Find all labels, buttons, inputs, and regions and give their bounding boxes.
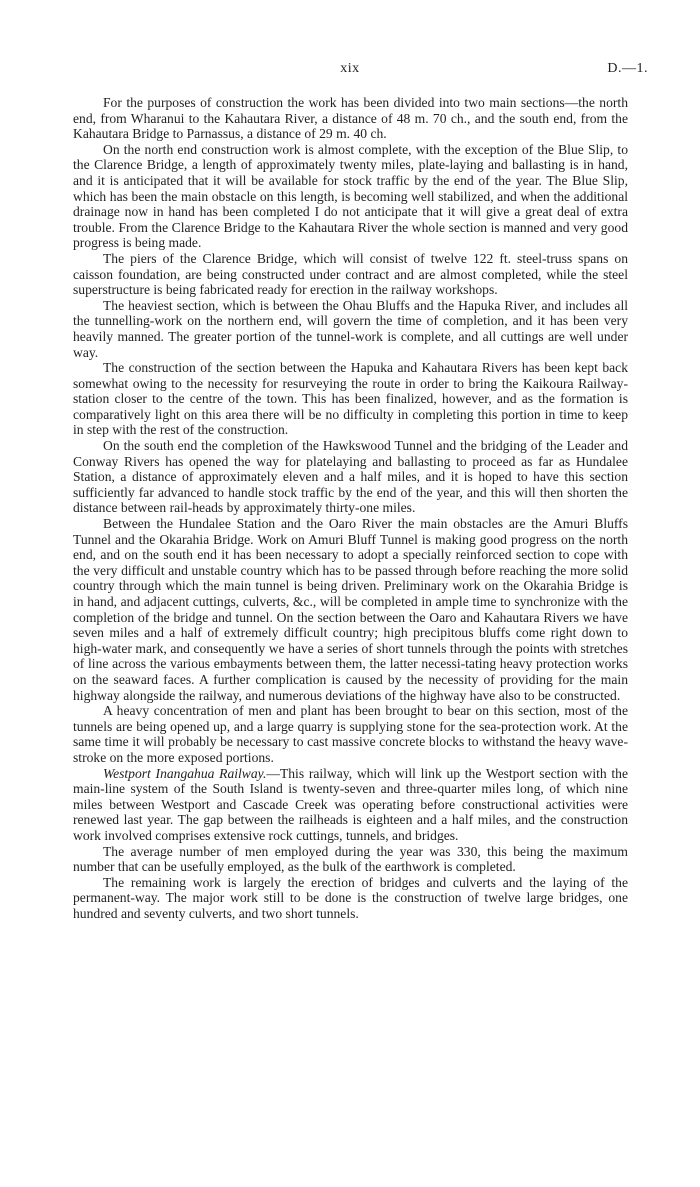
section-heading-westport: Westport Inangahua Railway. xyxy=(103,765,267,781)
paragraph-concentration: A heavy concentration of men and plant has been brought to bear on this section, most of the tunnels are being opened up, and a large quarry is supplying stone for the sea-protection work. At the same time it will probably be necessary to cast massive concrete blocks to withstand the heavy wave-stroke on the more exposed portions. xyxy=(73,703,628,765)
paragraph-westport-text: —This railway, which will link up the Westport section with the main-line system of the South Island is twenty-seven and three-quarter miles long, of which nine miles between Westport and Cascade Creek was operating before constructional activities were renewed last year. The gap between the railheads is eighteen and a half miles, and the construction work involved comprises extensive rock cuttings, tunnels, and bridges. xyxy=(73,765,628,843)
body-text xyxy=(73,95,628,921)
paragraph-hundalee-oaro: Between the Hundalee Station and the Oaro River the main obstacles are the Amuri Bluffs Tunnel and the Okarahia Bridge. Work on Amuri Bluff Tunnel is making good progress on the north end, and on the south end it has been necessary to adopt a specially reinforced section to cope with the very difficult and unstable country which has to be passed through before reaching the more solid country through which the main tunnel is being driven. Preliminary work on the Okarahia Bridge is in hand, and adjacent cuttings, culverts, &c., will be completed in ample time to synchronize with the completion of the bridge and tunnel. On the section between the Oaro and Kahautara Rivers we have seven miles and a half of extremely difficult country; high precipitous bluffs come right down to high-water mark, and consequently we have a series of short tunnels through the points with stretches of line across the various embayments between them, the latter necessi-tating heavy protection works on the seaward faces. A further complication is caused by the necessity of providing for the main highway alongside the railway, and numerous deviations of the highway have also to be constructed. xyxy=(73,516,628,703)
paragraph-westport-railway xyxy=(73,766,628,844)
paragraph-remaining-work: The remaining work is largely the erection of bridges and culverts and the laying of the permanent-way. The major work still to be done is the construction of twelve large bridges, one hundred and seventy culverts, and two short tunnels. xyxy=(73,874,628,921)
paragraph-south-end: On the south end the completion of the Hawkswood Tunnel and the bridging of the Leader and Conway Rivers has opened the way for platelaying and ballasting to proceed as far as Hundalee Station, a distance of approximately eleven and a half miles, and it is hoped to have this section sufficiently far advanced to handle stock traffic by the end of the year, and this will then shorten the distance between rail-heads by approximately thirty-one miles. xyxy=(73,438,628,516)
paragraph-north-end: On the north end construction work is almost complete, with the exception of the Blue Slip, to the Clarence Bridge, a length of approximately twenty miles, plate-laying and ballasting is in hand, and it is anticipated that it will be available for stock traffic by the end of the year. The Blue Slip, which has been the main obstacle on this length, is becoming well stabilized, and when the additional drainage now in hand has been completed I do not anticipate that it will give a great deal of extra trouble. From the Clarence Bridge to the Kahautara River the whole section is manned and very good progress is being made. xyxy=(73,141,628,251)
paragraph-clarence-bridge: The piers of the Clarence Bridge, which will consist of twelve 122 ft. steel-truss spans on caisson foundation, are being constructed under contract and are almost completed, while the steel superstructure is being fabricated ready for erection in the railway workshops. xyxy=(73,250,628,298)
paragraph-heaviest-section: The heaviest section, which is between the Ohau Bluffs and the Hapuka River, and includes all the tunnelling-work on the northern end, will govern the time of completion, and it has been very heavily manned. The greater portion of the tunnel-work is complete, and all cuttings are well under way. xyxy=(73,297,628,360)
paragraph-hapuka-kahautara: The construction of the section between the Hapuka and Kahautara Rivers has been kept back somewhat owing to the necessity for resurveying the route in order to bring the Kaikoura Railway-station closer to the centre of the town. This has been finalized, however, and as the formation is comparatively light on this area there will be no difficulty in completing this portion in time to keep in step with the rest of the construction. xyxy=(73,360,628,438)
paragraph-divisions: For the purposes of construction the work has been divided into two main sections—the north end, from Wharanui to the Kahautara River, a distance of 48 m. 70 ch., and the south end, from the Kahautara Bridge to Parnassus, a distance of 29 m. 40 ch. xyxy=(73,95,628,142)
page-number: xix xyxy=(340,61,360,76)
paragraph-men-employed: The average number of men employed during the year was 330, this being the maximum number that can be usefully employed, as the bulk of the earthwork is completed. xyxy=(73,843,628,875)
document-reference: D.—1. xyxy=(607,61,648,76)
